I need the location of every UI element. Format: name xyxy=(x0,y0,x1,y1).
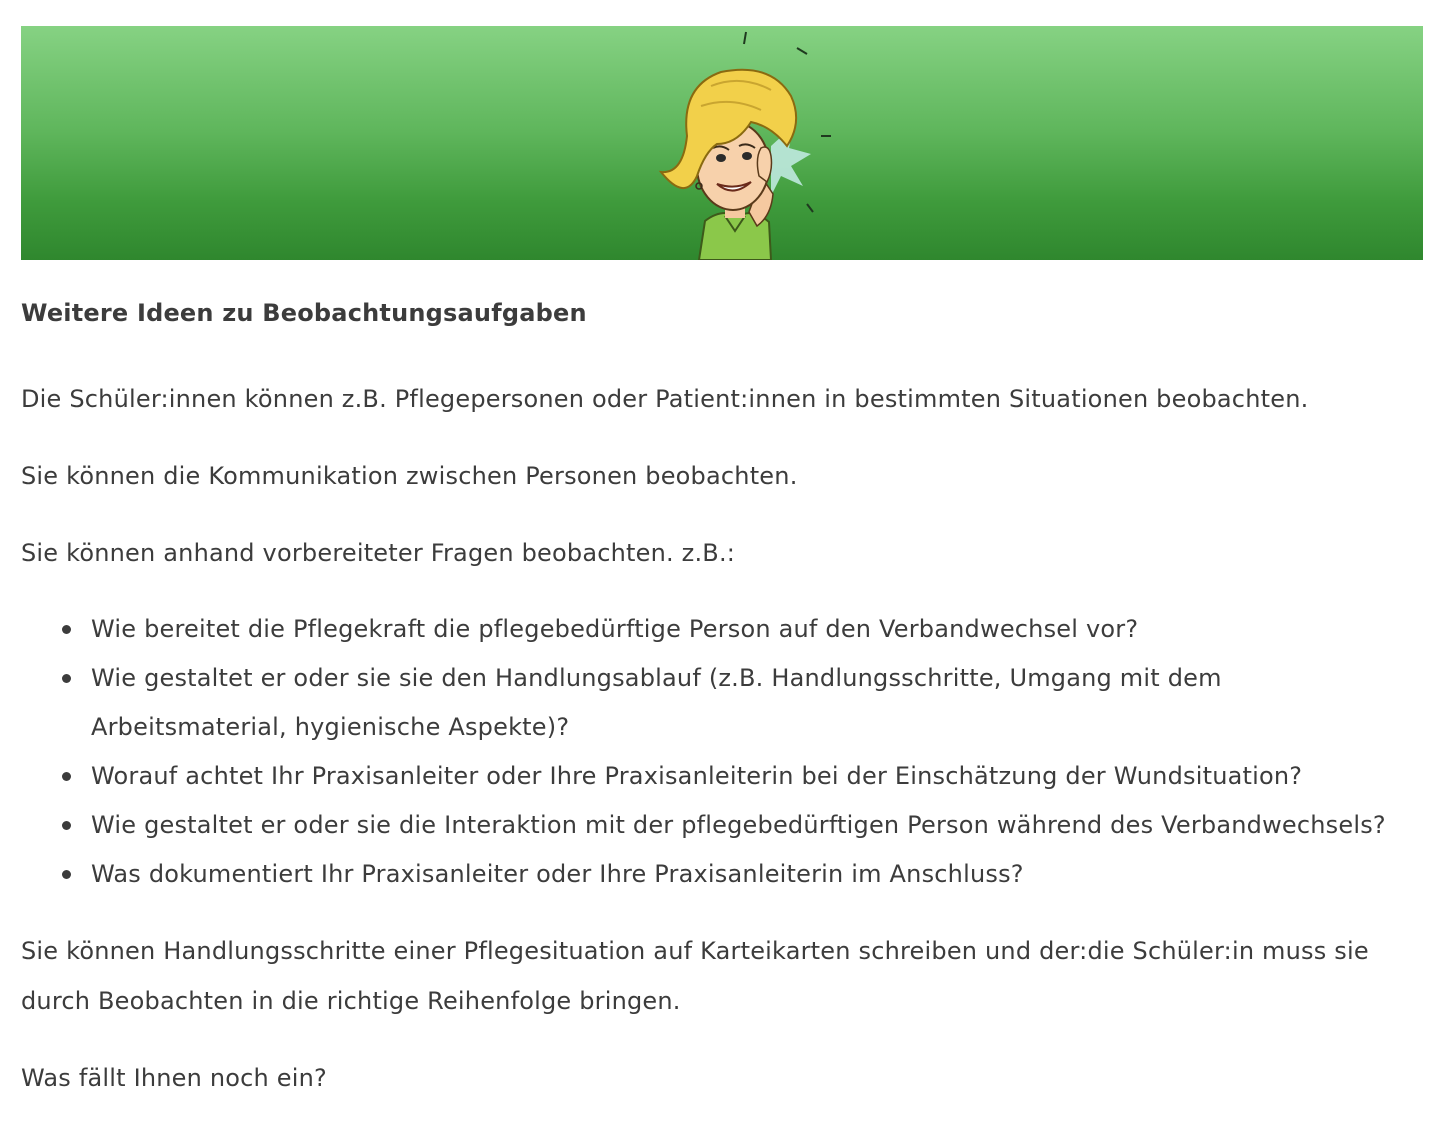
list-item: Wie gestaltet er oder sie sie den Handlungsablauf (z.B. Handlungsschritte, Umgang mit dem Arbeitsmaterial, hygienische Aspekte)? xyxy=(91,654,1421,752)
bullet-icon xyxy=(62,870,71,879)
list-item: Was dokumentiert Ihr Praxisanleiter oder Ihre Praxisanleiterin im Anschluss? xyxy=(91,850,1421,899)
paragraph-closing-question: Was fällt Ihnen noch ein? xyxy=(21,1064,327,1092)
paragraph-index-cards: Sie können Handlungsschritte einer Pflegesituation auf Karteikarten schreiben und der:die Schüler:in muss sie durch Beobachten in die richtige Reihenfolge bringen. xyxy=(21,937,1369,1015)
bullet-icon xyxy=(62,674,71,683)
list-item: Worauf achtet Ihr Praxisanleiter oder Ihre Praxisanleiterin bei der Einschätzung der Wundsituation? xyxy=(91,752,1421,801)
thinking-woman-illustration xyxy=(621,26,841,260)
bullet-icon xyxy=(62,772,71,781)
paragraph-observe-situations: Die Schüler:innen können z.B. Pflegepersonen oder Patient:innen in bestimmten Situationen beobachten. xyxy=(21,385,1309,413)
header-banner xyxy=(21,26,1423,260)
list-item: Wie gestaltet er oder sie die Interaktion mit der pflegebedürftigen Person während des Verbandwechsels? xyxy=(91,801,1421,850)
paragraph-observe-communication: Sie können die Kommunikation zwischen Personen beobachten. xyxy=(21,462,798,490)
bullet-icon xyxy=(62,625,71,634)
questions-list xyxy=(21,605,1421,899)
bullet-icon xyxy=(62,821,71,830)
paragraph-prepared-questions: Sie können anhand vorbereiteter Fragen beobachten. z.B.: xyxy=(21,539,736,567)
list-item: Wie bereitet die Pflegekraft die pflegebedürftige Person auf den Verbandwechsel vor? xyxy=(91,605,1421,654)
section-heading: Weitere Ideen zu Beobachtungsaufgaben xyxy=(21,299,587,327)
main-content xyxy=(21,288,1421,1130)
